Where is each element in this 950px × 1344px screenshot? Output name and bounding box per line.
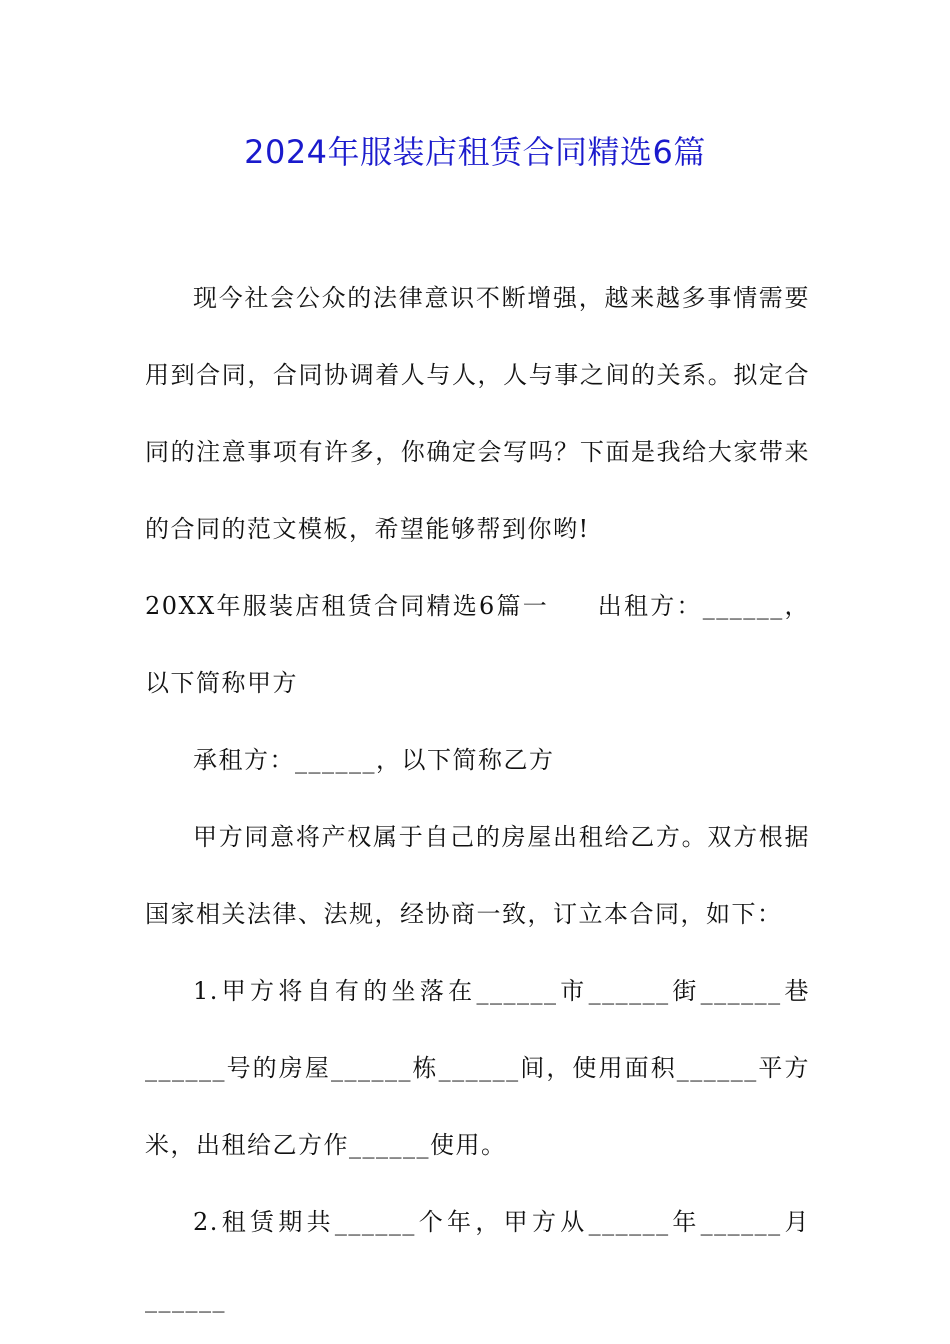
- lessor-line: 出租方：______，以下简称甲方: [145, 592, 811, 697]
- lessee-line: 承租方：______，以下简称乙方: [193, 746, 555, 774]
- intro-paragraph: 现今社会公众的法律意识不断增强，越来越多事情需要用到合同，合同协调着人与人，人与事之间的关系。拟定合同的注意事项有许多，你确定会写吗？下面是我给大家带来的合同的范文模板，希望能够帮到你哟!: [145, 284, 810, 543]
- document-body: [145, 260, 810, 1338]
- section-heading: 20XX年服装店租赁合同精选6篇一: [145, 592, 549, 620]
- document-title: 2024年服装店租赁合同精选6篇: [244, 133, 706, 171]
- clause-1: 1.甲方将自有的坐落在______市______街______巷______号的房屋______栋______间，使用面积______平方米，出租给乙方作______使用。: [145, 977, 810, 1159]
- section-heading-paragraph: [145, 568, 810, 722]
- agreement-paragraph: 甲方同意将产权属于自己的房屋出租给乙方。双方根据国家相关法律、法规，经协商一致，订立本合同，如下：: [145, 823, 810, 928]
- clause-2: 2.租赁期共______个年，甲方从______年______月______: [145, 1208, 810, 1313]
